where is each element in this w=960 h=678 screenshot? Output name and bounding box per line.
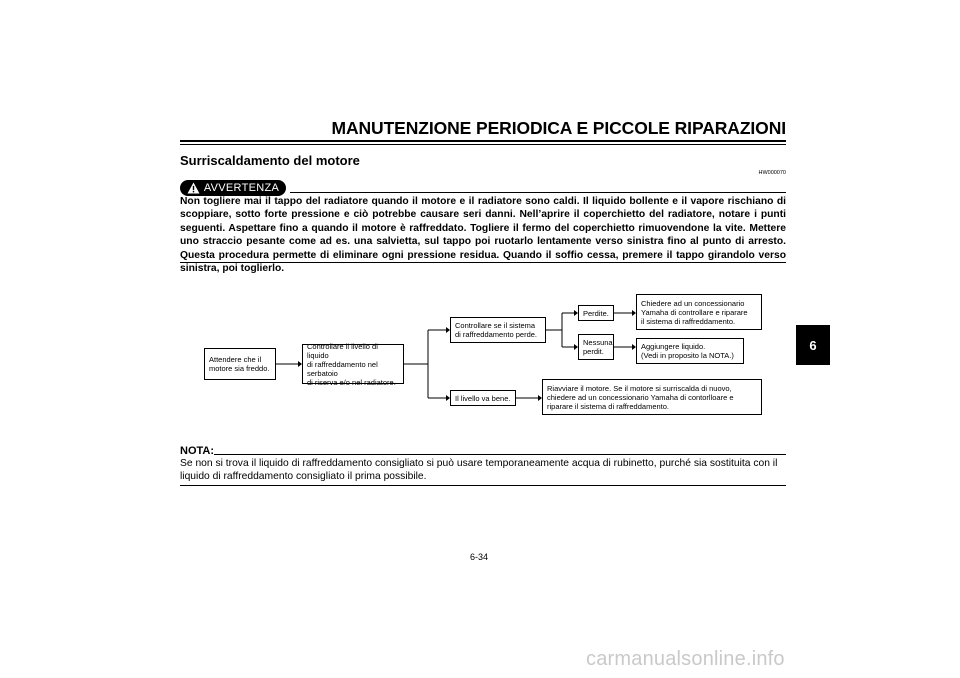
page-title: MANUTENZIONE PERIODICA E PICCOLE RIPARAZIONI (331, 118, 786, 138)
flow-box-check-level: Controllare il livello di liquido di raffreddamento nel serbatoio di riserva e/o nel radiatore. (302, 344, 404, 384)
warning-label: AVVERTENZA (203, 182, 280, 194)
flow-box-add-liquid: Aggiungere liquido. (Vedi in proposito la NOTA.) (636, 338, 744, 364)
note-text: Se non si trova il liquido di raffreddamento consigliato si può usare temporaneamente acqua di rubinetto, purché sia sostituita con il liquido di raffreddamento consigliato il prima possibile. (180, 458, 778, 483)
chapter-tab: 6 (796, 325, 830, 365)
flow-box-restart: Riavviare il motore. Se il motore si surriscalda di nuovo, chiedere ad un concessionario Yamaha di contorlloare e riparare il sistema di raffreddamento. (542, 379, 762, 415)
reference-code: HW000070 (758, 170, 786, 176)
flow-box-no-leaks: Nessuna perdit. (578, 334, 614, 360)
note-bottom-rule (180, 485, 786, 486)
watermark: carmanualsonline.info (586, 648, 785, 670)
warning-text: Non togliere mai il tappo del radiatore quando il motore e il radiatore sono caldi. Il liquido bollente e il vapore rischiano di scoppiare, sotto forte pressione e ciò potrebbe causare seri danni. Nell’aprire il coperchietto del radiatore, notare i punti seguenti. Aspettare fino a quando il motore è raffreddato. Togliere il fermo del coperchietto rimuovendone la vite. Mettere uno straccio pesante come ad es. una salvietta, sul tappo poi ruotarlo lentamente verso sinistra fino al punto di arresto. Questa procedura permette di eliminare ogni pressione residua. Quando il soffio cessa, premere il tappo girandolo verso sinistra, poi toglierlo. (180, 196, 786, 275)
note-label: NOTA: (180, 445, 215, 457)
flow-box-check-leaks: Controllare se il sistema di raffreddamento perde. (450, 317, 546, 343)
flow-box-level-ok: Il livello va bene. (450, 390, 516, 406)
page-number: 6-34 (470, 552, 489, 562)
flow-box-ask-dealer: Chiedere ad un concessionario Yamaha di controllare e riparare il sistema di raffreddamento. (636, 294, 762, 330)
flow-box-leaks: Perdite. (578, 305, 614, 321)
note-rule (214, 454, 786, 455)
section-title: Surriscaldamento del motore (180, 153, 360, 168)
flow-box-wait: Attendere che il motore sia freddo. (204, 348, 276, 380)
